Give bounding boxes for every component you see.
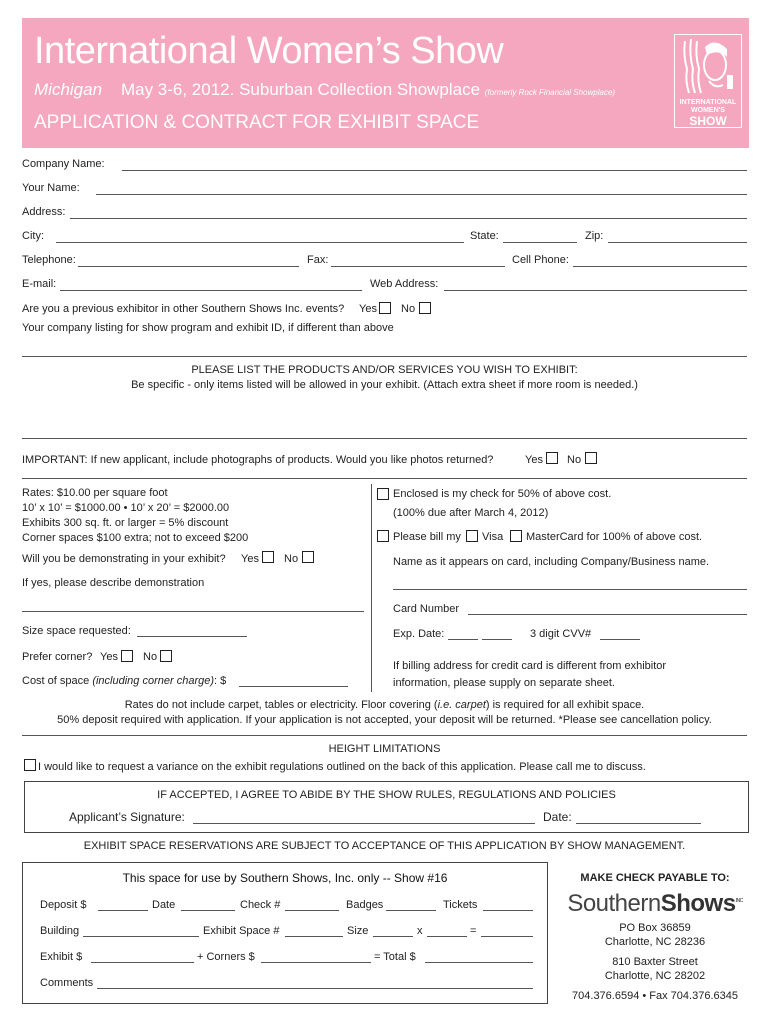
photos-yes-checkbox[interactable] [546,452,558,464]
header-banner [22,18,749,148]
photos-no-checkbox[interactable] [585,452,597,464]
cvv-label: 3 digit CVV# [530,628,592,640]
building-label: Building [40,925,80,937]
date-field[interactable] [576,823,701,824]
tickets-label: Tickets [443,899,478,911]
check-number-label: Check # [240,899,281,911]
mastercard-label: MasterCard for 100% of above cost. [526,531,703,543]
form-title: APPLICATION & CONTRACT FOR EXHIBIT SPACE [34,112,480,133]
logo-wordmark [675,99,741,127]
cvv-field[interactable] [600,639,640,640]
brand-mark: INC [735,898,743,904]
visa-label: Visa [482,531,504,543]
rates-line-2: 10’ x 10’ = $1000.00 • 10’ x 20’ = $2000.00 [22,502,230,514]
products-heading: PLEASE LIST THE PRODUCTS AND/OR SERVICES YOU WISH TO EXHIBIT: [191,364,578,376]
rates-line-3: Exhibits 300 sq. ft. or larger = 5% discount [22,517,229,529]
woman-silhouette-icon [675,35,741,99]
street-address: 810 Baxter Street [612,956,698,968]
previous-exhibitor-yes-checkbox[interactable] [379,302,391,314]
cost-of-space-label [22,675,226,687]
exhibit-space-label: Exhibit Space # [203,925,280,937]
badges-field[interactable] [386,910,436,911]
enclosed-check-label: Enclosed is my check for 50% of above cost. [393,488,612,500]
photos-yes-label: Yes [525,454,543,466]
company-name-field[interactable] [122,170,747,171]
total-label: = Total $ [374,951,416,963]
rates-note-line-1 [22,699,747,711]
notes-divider [22,735,747,736]
logo-line-3: SHOW [689,114,727,128]
state-label: State: [470,230,499,242]
corners-field[interactable] [261,962,371,963]
southern-shows-logo [560,890,750,918]
deposit-field[interactable] [98,910,148,911]
po-box: PO Box 36859 [619,922,691,934]
prefer-corner-no-checkbox[interactable] [160,650,172,662]
billing-note-line-2: information, please supply on separate sheet. [393,677,615,689]
section-divider [22,478,747,479]
deposit-label: Deposit $ [40,899,87,911]
cost-of-space-field[interactable] [239,686,348,687]
prefer-corner-no-label: No [143,651,158,663]
rates-note-line-2: 50% deposit required with application. If your application is not accepted, your deposit will be returned. *Please see cancellation policy. [57,714,712,726]
date-label: Date: [543,810,572,824]
demonstrating-yes-label: Yes [241,553,259,565]
name-on-card-field[interactable] [393,589,747,590]
office-use-box [22,862,548,1004]
office-date-field[interactable] [181,910,235,911]
logo-line-1: INTERNATIONAL [679,99,737,106]
agreement-heading: IF ACCEPTED, I AGREE TO ABIDE BY THE SHOW RULES, REGULATIONS AND POLICIES [157,789,616,801]
payable-heading: MAKE CHECK PAYABLE TO: [580,872,730,884]
city-field[interactable] [56,242,464,243]
signature-field[interactable] [193,823,535,824]
products-instruction: Be specific - only items listed will be allowed in your exhibit. (Attach extra sheet if more room is needed.) [131,379,638,391]
telephone-label: Telephone: [22,254,76,266]
size-label: Size [347,925,369,937]
size-width-field[interactable] [373,936,413,937]
billing-note-line-1: If billing address for credit card is different from exhibitor [393,660,667,672]
event-subtitle [34,80,615,100]
office-date-label: Date [152,899,176,911]
address-label: Address: [22,206,66,218]
variance-label: I would like to request a variance on the exhibit regulations outlined on the back of this application. Please call me to discuss. [38,761,646,773]
signature-label: Applicant’s Signature: [69,810,185,824]
exhibit-amount-field[interactable] [91,962,194,963]
card-number-field[interactable] [468,614,747,615]
exhibit-space-field[interactable] [285,936,343,937]
demonstrating-no-label: No [284,553,299,565]
street-city: Charlotte, NC 28202 [604,970,706,982]
agreement-box [24,781,749,833]
email-label: E-mail: [22,278,57,290]
exhibit-amount-label: Exhibit $ [40,951,83,963]
acceptance-note: EXHIBIT SPACE RESERVATIONS ARE SUBJECT TO ACCEPTANCE OF THIS APPLICATION BY SHOW MANAGEMENT. [83,840,686,852]
rates-line-4: Corner spaces $100 extra; not to exceed $200 [22,532,249,544]
telephone-field[interactable] [78,266,299,267]
name-on-card-label: Name as it appears on card, including Company/Business name. [393,556,710,568]
size-total-field[interactable] [481,936,533,937]
visa-checkbox[interactable] [466,530,478,542]
email-field[interactable] [60,290,362,291]
building-field[interactable] [83,936,199,937]
check-number-field[interactable] [285,910,339,911]
comments-field[interactable] [97,988,533,989]
your-name-label: Your Name: [22,182,80,194]
tickets-field[interactable] [483,910,533,911]
bill-card-checkbox[interactable] [377,530,389,542]
rates-note-text-a: Rates do not include carpet, tables or electricity. Floor covering ( [124,699,438,711]
variance-checkbox[interactable] [24,759,36,771]
brand-bold: Shows [660,890,736,917]
prefer-corner-yes-checkbox[interactable] [121,650,133,662]
mastercard-checkbox[interactable] [510,530,522,542]
previous-exhibitor-question: Are you a previous exhibitor in other Southern Shows Inc. events? [22,303,345,315]
demonstration-field[interactable] [22,611,364,612]
cost-label-text: Cost of space [22,675,90,687]
due-note: (100% due after March 4, 2012) [393,507,549,519]
cost-suffix-text: : $ [214,675,227,687]
exp-year-field[interactable] [482,639,512,640]
exp-month-field[interactable] [448,639,478,640]
products-field[interactable] [22,438,747,439]
describe-demonstration-label: If yes, please describe demonstration [22,577,205,589]
exp-date-label: Exp. Date: [393,628,445,640]
corners-label: + Corners $ [197,951,255,963]
total-field[interactable] [425,962,533,963]
rates-note-ie: i.e. carpet [437,699,486,711]
zip-field[interactable] [608,242,747,243]
rates-line-1: Rates: $10.00 per square foot [22,487,168,499]
previous-exhibitor-no-label: No [401,303,416,315]
web-address-field[interactable] [444,290,747,291]
address-field[interactable] [70,218,747,219]
your-name-field[interactable] [96,194,747,195]
previous-exhibitor-no-checkbox[interactable] [419,302,431,314]
state-field[interactable] [503,242,577,243]
photos-no-label: No [567,454,582,466]
po-city: Charlotte, NC 28236 [604,936,706,948]
demonstrating-question: Will you be demonstrating in your exhibit? [22,553,226,565]
column-divider [371,484,372,692]
demonstrating-no-checkbox[interactable] [302,551,314,563]
enclosed-check-checkbox[interactable] [377,488,389,500]
formerly-note: (formerly Rock Financial Showplace) [484,88,616,97]
demonstrating-yes-checkbox[interactable] [262,551,274,563]
show-logo [674,34,742,128]
city-label: City: [22,230,44,242]
company-name-label: Company Name: [22,158,105,170]
badges-label: Badges [346,899,384,911]
fax-label: Fax: [307,254,329,266]
web-address-label: Web Address: [370,278,439,290]
card-number-label: Card Number [393,603,460,615]
photos-question: IMPORTANT: If new applicant, include photographs of products. Would you like photos returned? [22,454,494,466]
show-title: International Women’s Show [34,30,504,72]
zip-label: Zip: [585,230,604,242]
previous-exhibitor-yes-label: Yes [359,303,377,315]
comments-label: Comments [40,977,94,989]
cell-phone-field[interactable] [573,266,747,267]
phone-fax: 704.376.6594 • Fax 704.376.6345 [572,990,738,1002]
size-x-label: x [417,925,423,937]
size-requested-label: Size space requested: [22,625,131,637]
size-requested-field[interactable] [137,636,247,637]
company-listing-label: Your company listing for show program and exhibit ID, if different than above [22,322,394,334]
cell-phone-label: Cell Phone: [512,254,569,266]
size-depth-field[interactable] [427,936,467,937]
size-eq-label: = [470,925,477,937]
prefer-corner-label: Prefer corner? [22,651,93,663]
cost-note-text: (including corner charge) [92,675,214,687]
logo-line-2: WOMEN'S [691,107,725,114]
company-listing-field[interactable] [22,356,747,357]
brand-light: Southern [567,890,661,917]
fax-field[interactable] [331,266,505,267]
location: Michigan [34,80,103,99]
height-limitations-heading: HEIGHT LIMITATIONS [328,743,441,755]
rates-note-text-b: ) is required for all exhibit space. [485,699,645,711]
event-details: May 3-6, 2012. Suburban Collection Showplace [120,80,481,99]
bill-my-label: Please bill my [393,531,461,543]
prefer-corner-yes-label: Yes [100,651,118,663]
office-use-heading: This space for use by Southern Shows, Inc. only -- Show #16 [122,871,448,885]
